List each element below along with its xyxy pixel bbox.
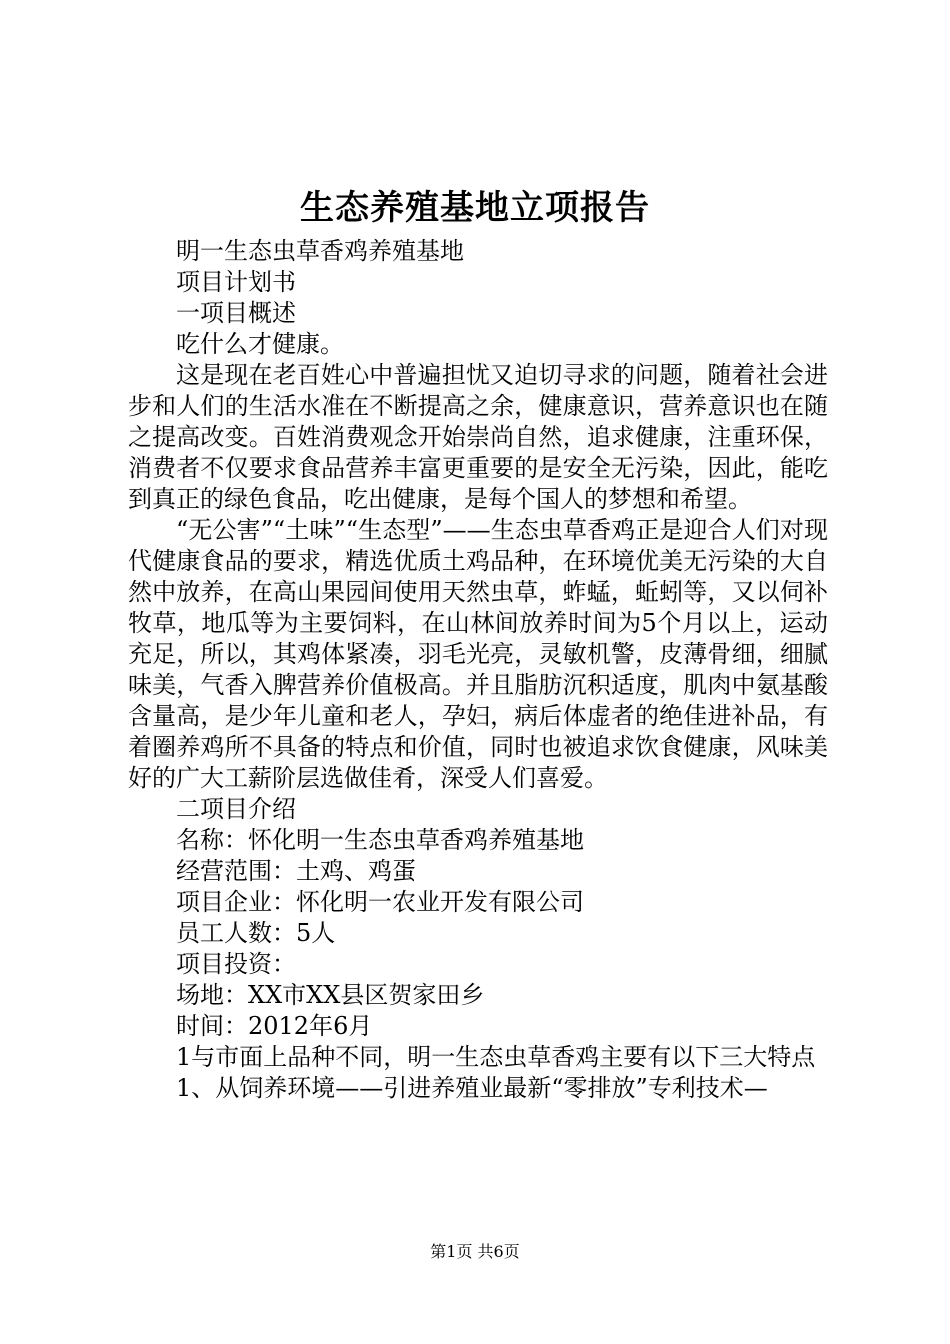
page-footer: 第1页 共6页	[430, 1242, 520, 1261]
paragraph: 名称：怀化明一生态虫草香鸡养殖基地	[176, 826, 584, 854]
paragraph: 吃什么才健康。	[176, 330, 344, 358]
paragraph: 员工人数：5人	[176, 919, 336, 947]
paragraph: 明一生态虫草香鸡养殖基地	[176, 237, 464, 265]
paragraph: 项目企业：怀化明一农业开发有限公司	[176, 888, 584, 916]
paragraph: 这是现在老百姓心中普遍担忧又迫切寻求的问题，随着社会进步和人们的生活水准在不断提高之余，健康意识，营养意识也在随之提高改变。百姓消费观念开始崇尚自然，追求健康，注重环保，消费者不仅要求食品营养丰富更重要的是安全无污染，因此，能吃到真正的绿色食品，吃出健康，是每个国人的梦想和希望。	[128, 361, 828, 513]
paragraph: 1、从饲养环境——引进养殖业最新“零排放”专利技术—	[176, 1074, 768, 1102]
paragraph: 时间：2012年6月	[176, 1012, 373, 1040]
section-heading: 一项目概述	[176, 299, 296, 327]
paragraph: 1与市面上品种不同，明一生态虫草香鸡主要有以下三大特点	[176, 1043, 816, 1071]
document-body	[128, 236, 828, 1104]
paragraph: 项目投资：	[176, 950, 296, 978]
paragraph: 经营范围：土鸡、鸡蛋	[176, 857, 416, 885]
paragraph: 项目计划书	[176, 268, 296, 296]
document-title: 生态养殖基地立项报告	[300, 188, 650, 228]
paragraph: 场地：XX市XX县区贺家田乡	[176, 981, 485, 1009]
section-heading: 二项目介绍	[176, 795, 296, 823]
paragraph: “无公害”“土味”“生态型”——生态虫草香鸡正是迎合人们对现代健康食品的要求，精选优质土鸡品种，在环境优美无污染的大自然中放养，在高山果园间使用天然虫草，蚱蜢，蚯蚓等，又以伺补牧草，地瓜等为主要饲料，在山林间放养时间为5个月以上，运动充足，所以，其鸡体紧凑，羽毛光亮，灵敏机警，皮薄骨细，细腻味美，气香入脾营养价值极高。并且脂肪沉积适度，肌肉中氨基酸含量高，是少年儿童和老人，孕妇，病后体虚者的绝佳进补品，有着圈养鸡所不具备的特点和价值，同时也被追求饮食健康，风味美好的广大工薪阶层选做佳肴，深受人们喜爱。	[128, 516, 828, 792]
